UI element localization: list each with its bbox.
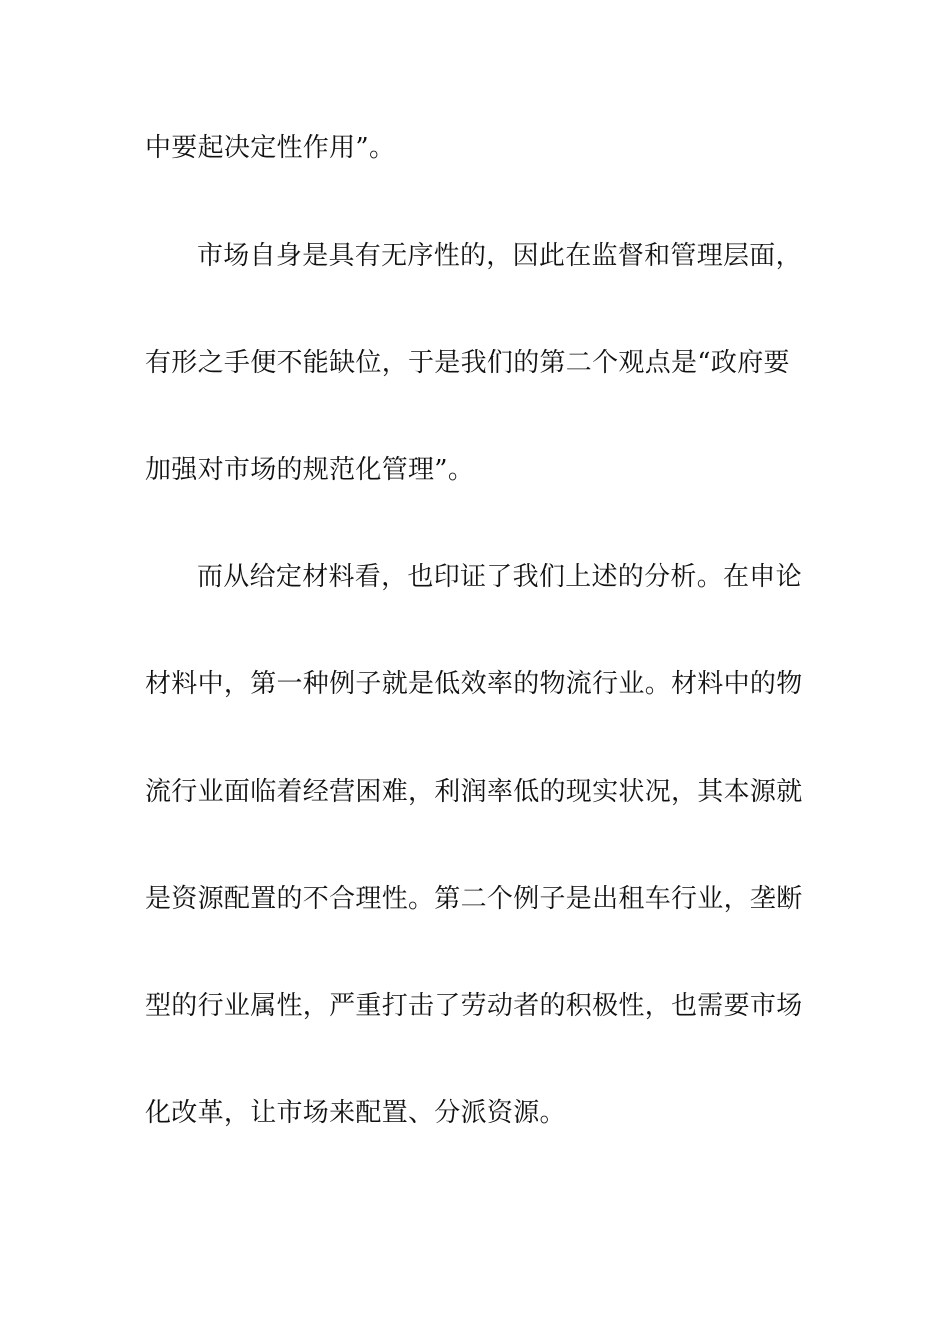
text-line: 中要起决定性作用”。 [145,133,396,163]
text-line: 材料中，第一种例子就是低效率的物流行业。材料中的物 [145,669,803,699]
text-line: 化改革，让市场来配置、分派资源。 [145,1098,566,1128]
text-line: 而从给定材料看，也印证了我们上述的分析。在申论 [197,562,802,592]
text-line: 型的行业属性，严重打击了劳动者的积极性，也需要市场 [145,991,803,1021]
text-line: 有形之手便不能缺位，于是我们的第二个观点是“政府要 [145,348,790,378]
text-line: 是资源配置的不合理性。第二个例子是出租车行业，垄断 [145,884,803,914]
text-line: 加强对市场的规范化管理”。 [145,455,475,485]
text-line: 流行业面临着经营困难，利润率低的现实状况，其本源就 [145,777,803,807]
text-line: 市场自身是具有无序性的，因此在监督和管理层面， [197,241,802,271]
